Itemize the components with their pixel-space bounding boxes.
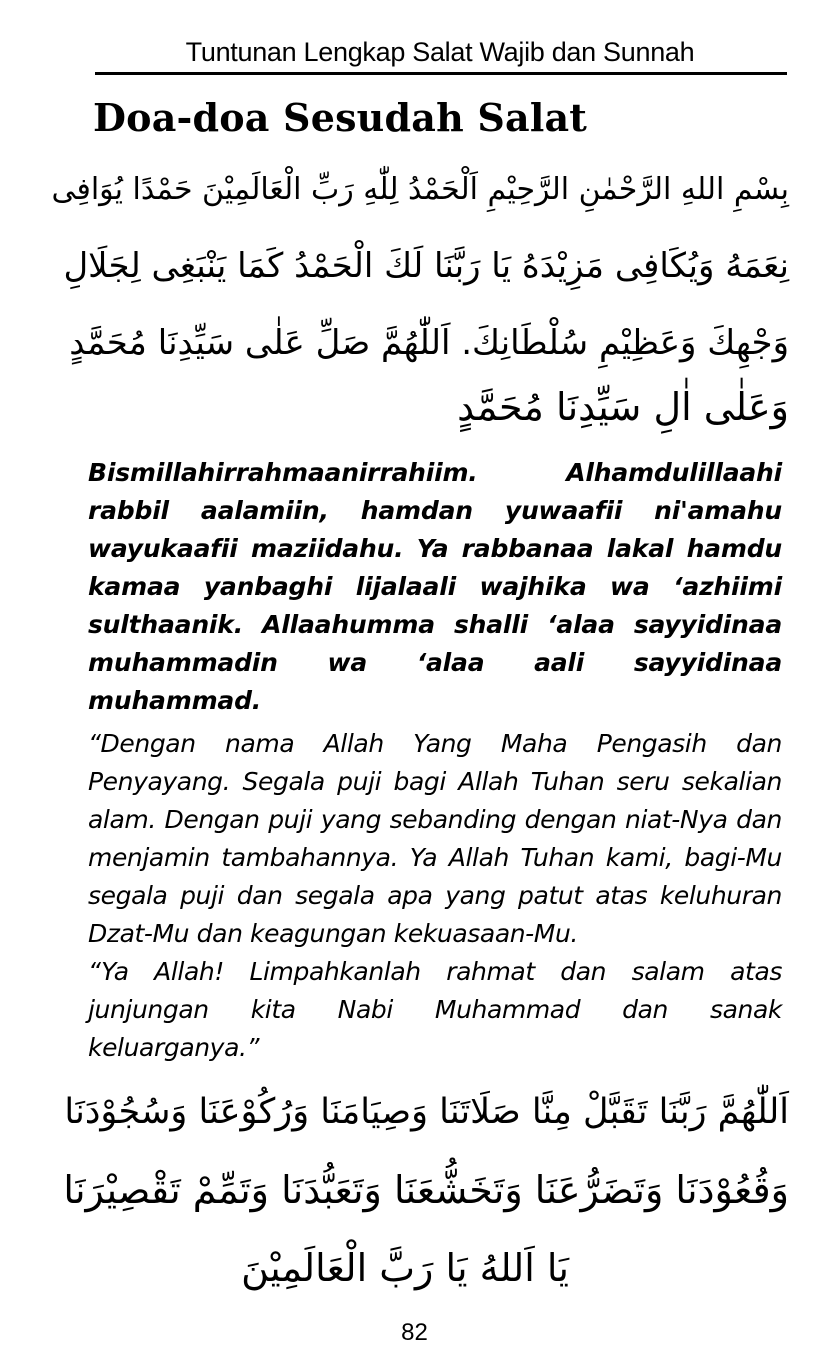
arabic-prayer-line-3: وَجْهِكَ وَعَظِيْمِ سُلْطَانِكَ. اَللّٰهُمَّ صَلِّ عَلٰى سَيِّدِنَا مُحَمَّدٍ	[69, 323, 789, 363]
arabic-prayer-line-4: وَعَلٰى اٰلِ سَيِّدِنَا مُحَمَّدٍ	[457, 385, 789, 429]
header-rule	[95, 72, 787, 75]
translation-part-1: “Dengan nama Allah Yang Maha Pengasih dan Penyayang. Segala puji bagi Allah Tuhan seru sekalian alam. Dengan puji yang sebanding dengan niat-Nya dan menjamin tambahannya. Ya Allah Tuhan kami, bagi-Mu segala puji dan segala apa yang patut atas keluhuran Dzat-Mu dan keagungan kekuasaan-Mu.	[88, 729, 782, 948]
arabic-prayer-2-line-2: وَقُعُوْدَنَا وَتَضَرُّعَنَا وَتَخَشُّعَنَا وَتَعَبُّدَنَا وَتَمِّمْ تَقْصِيْرَنَا	[63, 1168, 789, 1212]
translation-paragraph	[88, 725, 782, 1067]
running-head: Tuntunan Lengkap Salat Wajib dan Sunnah	[185, 37, 695, 67]
section-title: Doa-doa Sesudah Salat	[93, 95, 588, 140]
arabic-prayer-2-line-3: يَا اَللهُ يَا رَبَّ الْعَالَمِيْنَ	[241, 1246, 569, 1290]
page-number: 82	[401, 1319, 428, 1346]
arabic-prayer-line-1: بِسْمِ اللهِ الرَّحْمٰنِ الرَّحِيْمِ اَلْحَمْدُ لِلّٰهِ رَبِّ الْعَالَمِيْنَ حَمْدًا يُوَافِى	[51, 172, 789, 207]
transliteration-paragraph: Bismillahirrahmaanirrahiim. Alhamdulillaahi rabbil aalamiin, hamdan yuwaafii ni'amahu wayukaafii maziidahu. Ya rabbanaa lakal hamdu kamaa yanbaghi lijalaali wajhika wa ‘azhiimi sulthaanik. Allaahumma shalli ‘alaa sayyidinaa muhammadin wa ‘alaa aali sayyidinaa muhammad.	[88, 458, 782, 715]
translation-part-2: “Ya Allah! Limpahkanlah rahmat dan salam atas junjungan kita Nabi Muhammad dan sanak keluarganya.”	[88, 957, 782, 1062]
arabic-prayer-2-line-1: اَللّٰهُمَّ رَبَّنَا تَقَبَّلْ مِنَّا صَلَاتَنَا وَصِيَامَنَا وَرُكُوْعَنَا وَسُجُوْدَنَا	[64, 1092, 789, 1132]
arabic-prayer-line-2: نِعَمَهُ وَيُكَافِى مَزِيْدَهُ يَا رَبَّنَا لَكَ الْحَمْدُ كَمَا يَنْبَغِى لِجَلَالِ	[63, 246, 789, 286]
